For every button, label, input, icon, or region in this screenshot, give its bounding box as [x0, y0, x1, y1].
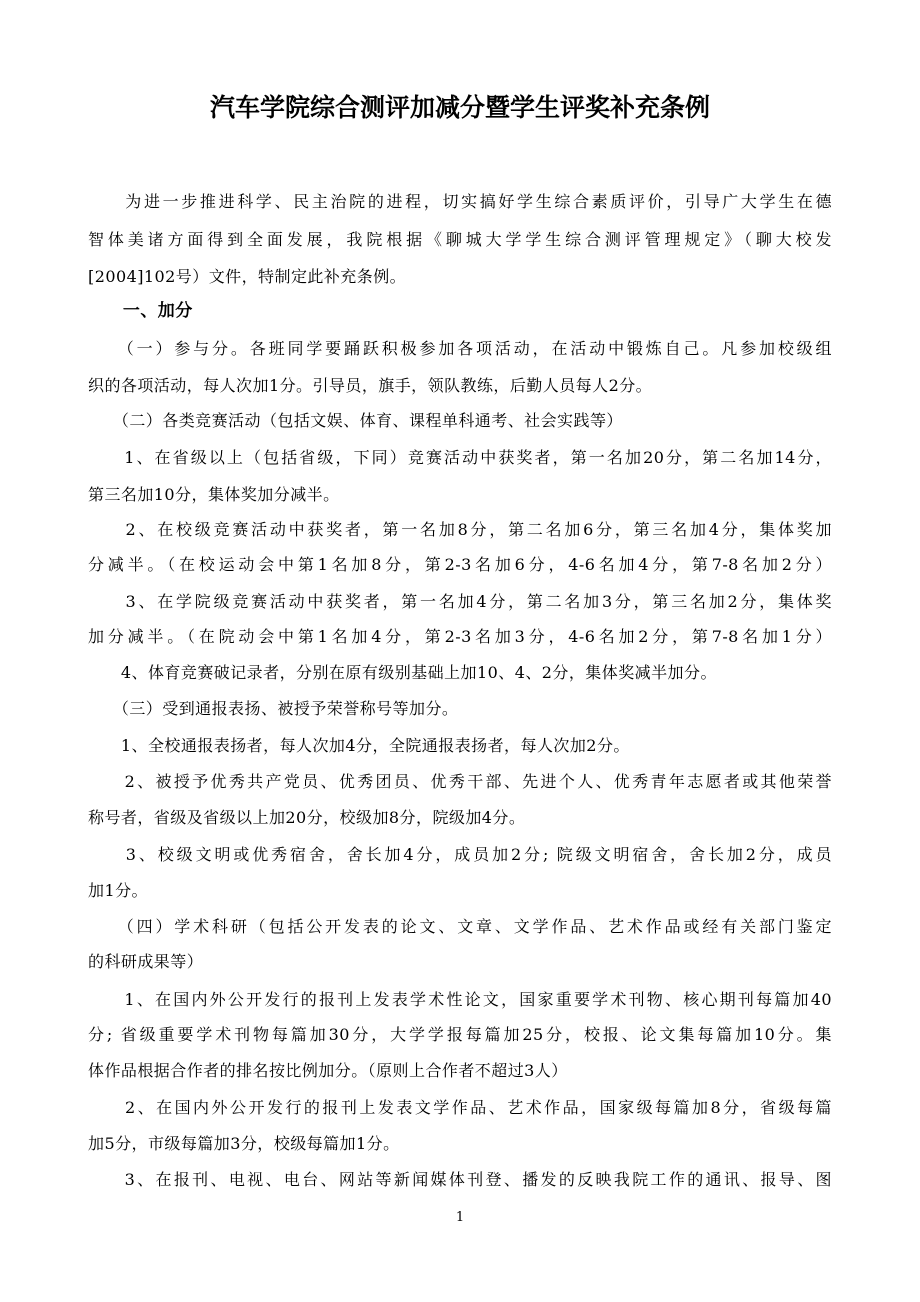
body-line: 加5分，市级每篇加3分，校级每篇加1分。 — [88, 1134, 400, 1153]
body-line: 3、校级文明或优秀宿舍，舍长加4分，成员加2分; 院级文明宿舍，舍长加2分，成员 — [88, 845, 832, 864]
body-line: 织的各项活动，每人次加1分。引导员，旗手，领队教练，后勤人员每人2分。 — [88, 376, 653, 395]
body-line: （三）受到通报表扬、被授予荣誉称号等加分。 — [88, 699, 459, 718]
body-line: 分; 省级重要学术刊物每篇加30分，大学学报每篇加25分，校报、论文集每篇加10分。集 — [88, 1025, 832, 1044]
section-heading: 一、加分 — [88, 301, 193, 321]
body-line: 体作品根据合作者的排名按比例加分。（原则上合作者不超过3人） — [88, 1061, 568, 1080]
document-title: 汽车学院综合测评加减分暨学生评奖补充条例 — [209, 93, 710, 122]
body-line: 3、在报刊、电视、电台、网站等新闻媒体刊登、播发的反映我院工作的通讯、报导、图 — [88, 1170, 832, 1189]
body-line: 3、在学院级竞赛活动中获奖者，第一名加4分，第二名加3分，第三名加2分，集体奖 — [88, 592, 832, 611]
page-number: 1 — [455, 1210, 465, 1225]
body-line: （二）各类竞赛活动（包括文娱、体育、课程单科通考、社会实践等） — [88, 411, 623, 430]
body-line: （一）参与分。各班同学要踊跃积极参加各项活动，在活动中锻炼自己。凡参加校级组 — [88, 339, 832, 358]
body-line: 第三名加10分，集体奖加分减半。 — [88, 485, 340, 504]
body-line: 2、在校级竞赛活动中获奖者，第一名加8分，第二名加6分，第三名加4分，集体奖加 — [88, 520, 832, 539]
body-line: 加1分。 — [88, 881, 148, 900]
body-line: 的科研成果等） — [88, 952, 204, 971]
body-line: 称号者，省级及省级以上加20分，校级加8分，院级加4分。 — [88, 808, 526, 827]
body-line: 加分减半。（在院动会中第1名加4分，第2-3名加3分，4-6名加2分，第7-8名加1分） — [88, 627, 832, 646]
body-line: 2、被授予优秀共产党员、优秀团员、优秀干部、先进个人、优秀青年志愿者或其他荣誉 — [88, 772, 832, 791]
body-line: 1、在省级以上（包括省级，下同）竞赛活动中获奖者，第一名加20分，第二名加14分， — [88, 448, 832, 467]
body-line: 1、全校通报表扬者，每人次加4分，全院通报表扬者，每人次加2分。 — [88, 736, 630, 755]
body-line: 分减半。（在校运动会中第1名加8分，第2-3名加6分，4-6名加4分，第7-8名加2分） — [88, 555, 832, 574]
body-line: 2、在国内外公开发行的报刊上发表文学作品、艺术作品，国家级每篇加8分，省级每篇 — [88, 1098, 832, 1117]
body-line: （四）学术科研（包括公开发表的论文、文章、文学作品、艺术作品或经有关部门鉴定 — [88, 917, 832, 936]
body-line: [2004]102号）文件，特制定此补充条例。 — [88, 267, 407, 286]
body-line: 1、在国内外公开发行的报刊上发表学术性论文，国家重要学术刊物、核心期刊每篇加40 — [88, 990, 832, 1009]
body-line: 4、体育竞赛破记录者，分别在原有级别基础上加10、4、2分，集体奖减半加分。 — [88, 663, 717, 682]
body-line: 智体美诸方面得到全面发展，我院根据《聊城大学学生综合测评管理规定》（聊大校发 — [88, 230, 832, 249]
body-line: 为进一步推进科学、民主治院的进程，切实搞好学生综合素质评价，引导广大学生在德 — [88, 192, 832, 211]
